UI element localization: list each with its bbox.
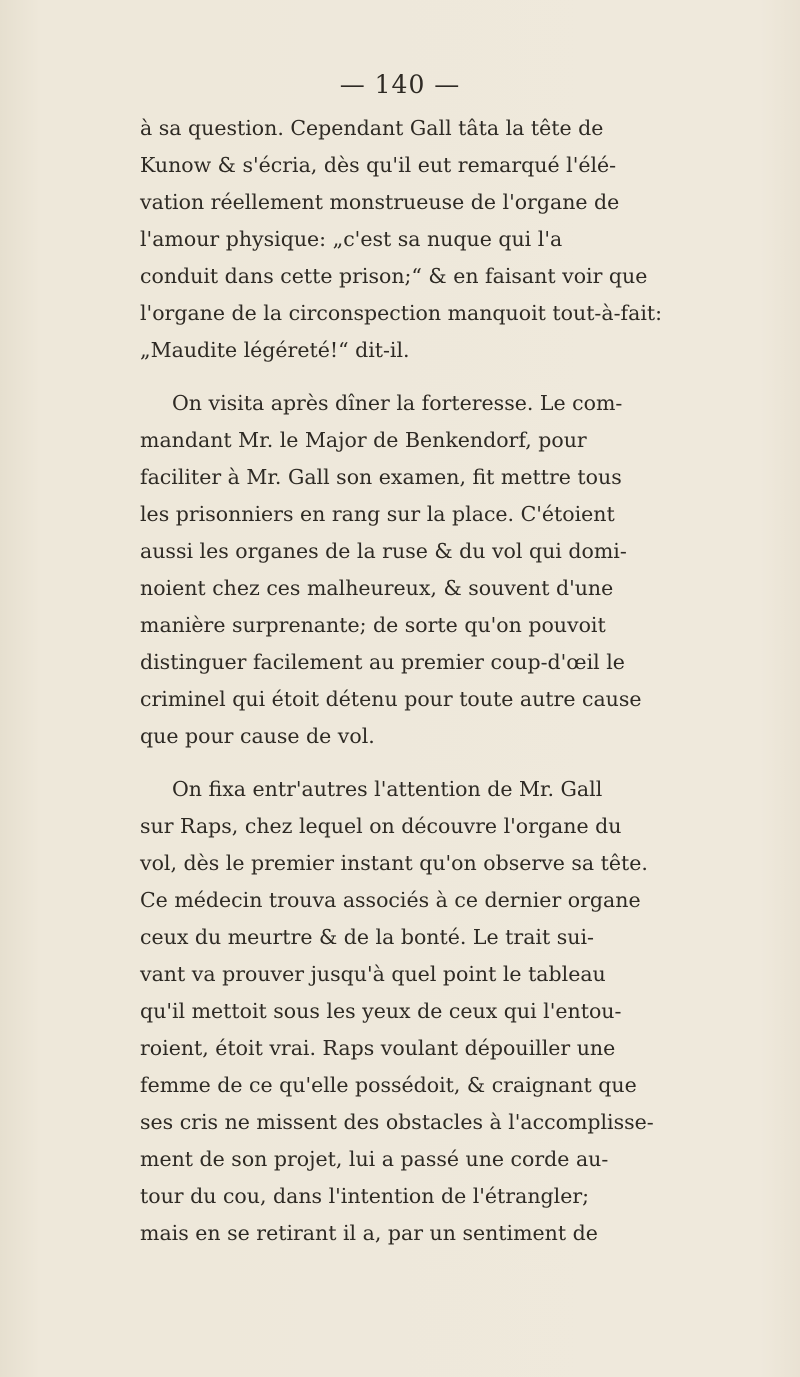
text-line: ceux du meurtre & de la bonté. Le trait sui- bbox=[140, 925, 594, 949]
text-line: criminel qui étoit détenu pour toute autre cause bbox=[140, 687, 642, 711]
text-line: ment de son projet, lui a passé une corde au- bbox=[140, 1147, 609, 1171]
text-line: les prisonniers en rang sur la place. C'étoient bbox=[140, 502, 615, 526]
text-line: vol, dès le premier instant qu'on observe sa tête. bbox=[140, 851, 648, 875]
text-line: noient chez ces malheureux, & souvent d'une bbox=[140, 576, 614, 600]
text-line: tour du cou, dans l'intention de l'étrangler; bbox=[140, 1184, 590, 1208]
paragraph-1 bbox=[140, 110, 780, 369]
text-line: On fixa entr'autres l'attention de Mr. Gall bbox=[172, 777, 603, 801]
text-line: mandant Mr. le Major de Benkendorf, pour bbox=[140, 428, 587, 452]
text-line: On visita après dîner la forteresse. Le com- bbox=[172, 391, 623, 415]
text-line: conduit dans cette prison;“ & en faisant voir que bbox=[140, 264, 648, 288]
text-line: roient, étoit vrai. Raps voulant dépouiller une bbox=[140, 1036, 616, 1060]
text-line: que pour cause de vol. bbox=[140, 724, 375, 748]
text-line: vation réellement monstrueuse de l'organe de bbox=[140, 190, 620, 214]
text-line: sur Raps, chez lequel on découvre l'organe du bbox=[140, 814, 622, 838]
text-line: faciliter à Mr. Gall son examen, fit mettre tous bbox=[140, 465, 622, 489]
paragraph-3 bbox=[140, 771, 780, 1252]
text-line: l'amour physique: „c'est sa nuque qui l'a bbox=[140, 227, 563, 251]
text-line: aussi les organes de la ruse & du vol qui domi- bbox=[140, 539, 627, 563]
text-line: Kunow & s'écria, dès qu'il eut remarqué l'élé- bbox=[140, 153, 617, 177]
text-line: mais en se retirant il a, par un sentiment de bbox=[140, 1221, 598, 1245]
text-line: Ce médecin trouva associés à ce dernier organe bbox=[140, 888, 641, 912]
text-line: qu'il mettoit sous les yeux de ceux qui l'entou- bbox=[140, 999, 622, 1023]
text-line: femme de ce qu'elle possédoit, & craignant que bbox=[140, 1073, 637, 1097]
page-text bbox=[140, 110, 780, 1252]
paragraph-2 bbox=[140, 385, 780, 755]
text-line: vant va prouver jusqu'à quel point le tableau bbox=[140, 962, 606, 986]
text-line: ses cris ne missent des obstacles à l'accomplisse- bbox=[140, 1110, 654, 1134]
text-line: à sa question. Cependant Gall tâta la tête de bbox=[140, 116, 604, 140]
page-number: — 140 — bbox=[339, 70, 461, 99]
text-line: manière surprenante; de sorte qu'on pouvoit bbox=[140, 613, 606, 637]
text-line: l'organe de la circonspection manquoit tout-à-fait: bbox=[140, 301, 663, 325]
text-line: distinguer facilement au premier coup-d'œil le bbox=[140, 650, 625, 674]
text-line: „Maudite légéreté!“ dit-il. bbox=[140, 338, 410, 362]
